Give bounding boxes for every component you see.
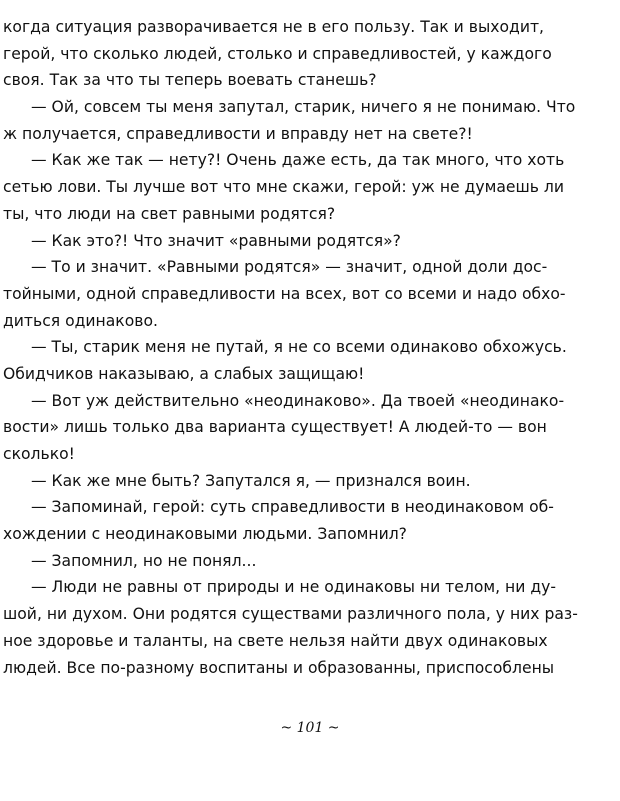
text-line (3, 574, 618, 601)
line-text: людей. Все по-разному воспитаны и образованны, приспособлены (3, 658, 555, 677)
line-text: ное здоровье и таланты, на свете нельзя найти двух одинаковых (3, 631, 548, 650)
text-line (3, 388, 618, 415)
line-text: — Ой, совсем ты меня запутал, старик, ничего я не понимаю. Что (31, 98, 576, 117)
text-line (3, 548, 618, 575)
line-text: вости» лишь только два варианта существует! А людей-то — вон (3, 418, 547, 437)
line-text: сетью лови. Ты лучше вот что мне скажи, герой: уж не думаешь ли (3, 178, 565, 197)
text-line (3, 655, 618, 682)
line-text: своя. Так за что ты теперь воевать станешь? (3, 71, 377, 90)
text-line (3, 468, 618, 495)
text-line (3, 147, 618, 174)
text-line (3, 361, 618, 388)
text-line (3, 174, 618, 201)
line-text: — Ты, старик меня не путай, я не со всеми одинаково обхожусь. (31, 338, 567, 357)
line-text: — Как это?! Что значит «равными родятся»? (31, 231, 401, 250)
text-line (3, 121, 618, 148)
text-line (3, 94, 618, 121)
text-line (3, 67, 618, 94)
text-line (3, 14, 618, 41)
line-text: шой, ни духом. Они родятся существами различного пола, у них раз- (3, 605, 578, 624)
text-line (3, 441, 618, 468)
line-text: герой, что сколько людей, столько и справедливостей, у каждого (3, 44, 552, 63)
text-line (3, 308, 618, 335)
line-text: тойными, одной справедливости на всех, вот со всеми и надо обхо- (3, 284, 566, 303)
line-text: — Как же так — нету?! Очень даже есть, да так много, что хоть (31, 151, 565, 170)
text-line (3, 414, 618, 441)
text-line (3, 228, 618, 255)
text-line (3, 254, 618, 281)
line-text: когда ситуация разворачивается не в его пользу. Так и выходит, (3, 18, 544, 36)
text-line (3, 628, 618, 655)
line-text: — Люди не равны от природы и не одинаковы ни телом, ни ду- (31, 578, 556, 597)
text-line (3, 281, 618, 308)
line-text: — Вот уж действительно «неодинаково». Да твоей «неодинако- (31, 391, 565, 410)
line-text: Обидчиков наказываю, а слабых защищаю! (3, 364, 365, 383)
line-text: сколько! (3, 445, 75, 463)
line-text: ж получается, справедливости и вправду нет на свете?! (3, 124, 473, 143)
text-line (3, 601, 618, 628)
text-line (3, 201, 618, 228)
line-text: диться одинаково. (3, 311, 158, 330)
text-line (3, 41, 618, 68)
text-line (3, 494, 618, 521)
text-line (3, 334, 618, 361)
line-text: ты, что люди на свет равными родятся? (3, 204, 336, 223)
line-text: — Как же мне быть? Запутался я, — признался воин. (31, 471, 471, 490)
line-text: хождении с неодинаковыми людьми. Запомнил? (3, 525, 407, 544)
page-number: ~ 101 ~ (280, 720, 340, 736)
body-text (3, 14, 618, 681)
line-text: — Запоминай, герой: суть справедливости в неодинаковом об- (31, 498, 554, 517)
line-text: — То и значит. «Равными родятся» — значит, одной доли дос- (31, 258, 548, 277)
text-line (3, 521, 618, 548)
line-text: — Запомнил, но не понял... (31, 551, 257, 570)
